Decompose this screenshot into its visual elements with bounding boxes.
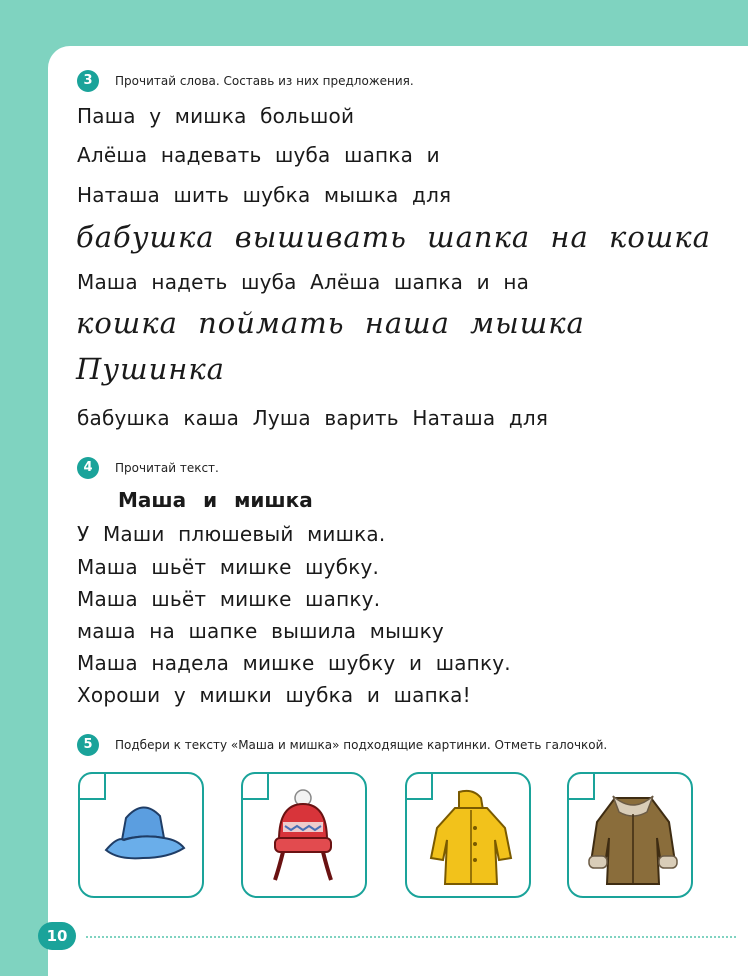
ex3-line-4-cursive: бабушка вышивать шапка на кошка [76, 220, 711, 254]
fur-coat-icon [587, 788, 679, 888]
ex3-line-5: Маша надеть шуба Алёша шапка и на [77, 270, 530, 294]
ex4-line-6: Хороши у мишки шубка и шапка! [77, 683, 471, 707]
exercise-3-instruction: Прочитай слова. Составь из них предложения. [115, 74, 414, 88]
picture-card-3[interactable] [405, 772, 531, 898]
exercise-4-badge: 4 [77, 457, 99, 479]
picture-card-1[interactable] [78, 772, 204, 898]
ex3-line-3: Наташа шить шубка мышка для [77, 183, 452, 207]
exercise-5-badge: 5 [77, 734, 99, 756]
ex3-line-6-cursive: кошка поймать наша мышка [76, 306, 585, 340]
exercise-5-instruction: Подбери к тексту «Маша и мишка» подходящие картинки. Отметь галочкой. [115, 738, 608, 752]
teal-background-left [0, 0, 48, 976]
page-number: 10 [38, 922, 76, 950]
panama-hat-icon [98, 788, 188, 878]
exercise-4-instruction: Прочитай текст. [115, 461, 219, 475]
ex4-line-5: Маша надела мишке шубку и шапку. [77, 651, 511, 675]
footer-dotted-line [86, 936, 736, 938]
ex3-line-2: Алёша надевать шуба шапка и [77, 143, 440, 167]
ex4-line-2: Маша шьёт мишке шубку. [77, 555, 380, 579]
story-title: Маша и мишка [118, 488, 313, 512]
ex4-line-1: У Маши плюшевый мишка. [77, 522, 386, 546]
ex3-line-1: Паша у мишка большой [77, 104, 355, 128]
knit-hat-icon [261, 788, 351, 888]
raincoat-icon [425, 788, 517, 888]
ex4-line-3: Маша шьёт мишке шапку. [77, 587, 381, 611]
picture-card-2[interactable] [241, 772, 367, 898]
ex4-line-4: маша на шапке вышила мышку [77, 619, 444, 643]
exercise-3-badge: 3 [77, 70, 99, 92]
picture-card-4[interactable] [567, 772, 693, 898]
ex3-line-7-cursive: Пушинка [76, 352, 225, 386]
ex3-line-8: бабушка каша Луша варить Наташа для [77, 406, 549, 430]
